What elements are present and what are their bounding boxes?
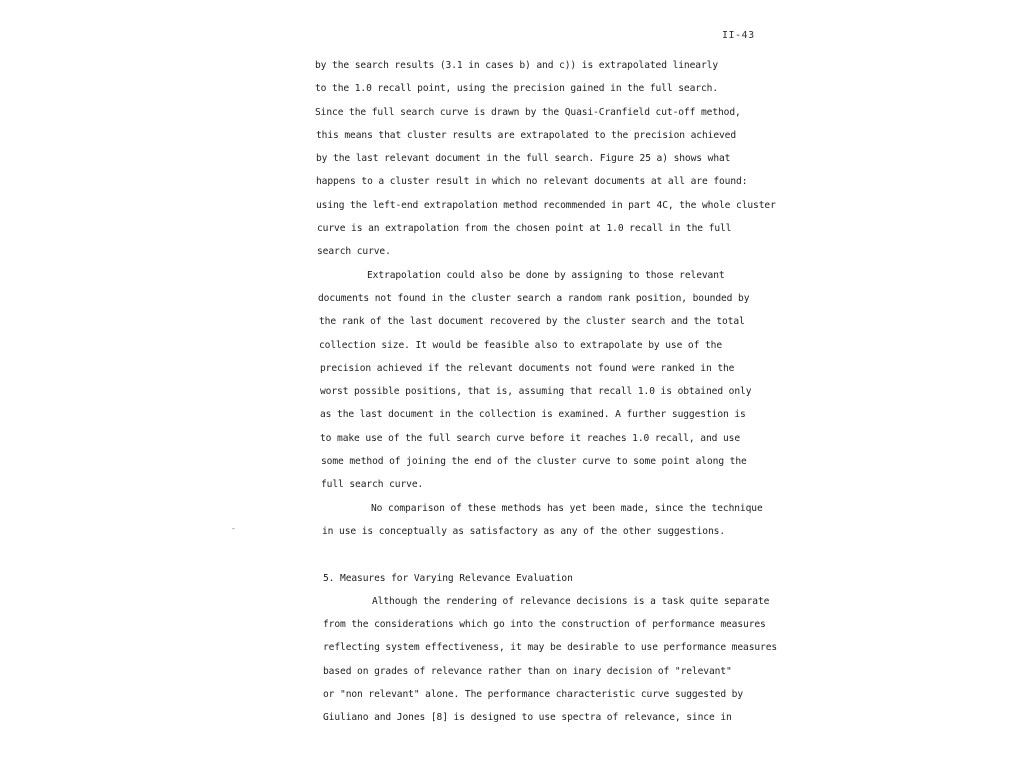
text-line: No comparison of these methods has yet been made, since the technique [371, 502, 763, 514]
text-line: this means that cluster results are extrapolated to the precision achieved [316, 129, 737, 141]
text-line: by the search results (3.1 in cases b) and c)) is extrapolated linearly [315, 60, 718, 71]
body-text [300, 54, 778, 730]
text-line: Giuliano and Jones [8] is designed to use spectra of relevance, since in [323, 712, 732, 724]
text-line: worst possible positions, that is, assuming that recall 1.0 is obtained only [320, 386, 752, 398]
text-line: some method of joining the end of the cluster curve to some point along the [321, 456, 747, 468]
text-line: full search curve. [321, 479, 424, 491]
text-line: documents not found in the cluster search a random rank position, bounded by [318, 292, 750, 304]
text-line: collection size. It would be feasible also to extrapolate by use of the [319, 339, 722, 351]
text-line: happens to a cluster result in which no relevant documents at all are found: [316, 176, 748, 188]
text-line: the rank of the last document recovered by the cluster search and the total [319, 316, 745, 328]
text-line: Extrapolation could also be done by assigning to those relevant [367, 269, 725, 281]
text-line: using the left-end extrapolation method recommended in part 4C, the whole cluster [316, 199, 776, 211]
text-line: based on grades of relevance rather than on inary decision of "relevant" [323, 665, 732, 677]
page-number: II-43 [722, 30, 755, 41]
section-heading: 5. Measures for Varying Relevance Evaluation [323, 572, 573, 584]
text-line: or "non relevant" alone. The performance characteristic curve suggested by [323, 689, 744, 701]
text-line: curve is an extrapolation from the chosen point at 1.0 recall in the full [317, 223, 732, 235]
text-line: precision achieved if the relevant documents not found were ranked in the [320, 362, 735, 374]
stray-mark: - [231, 524, 236, 533]
text-line: by the last relevant document in the full search. Figure 25 a) shows what [316, 153, 731, 165]
section-gap [300, 543, 770, 566]
text-line: to make use of the full search curve before it reaches 1.0 recall, and use [320, 432, 741, 444]
text-line: Since the full search curve is drawn by the Quasi-Cranfield cut-off method, [315, 106, 741, 118]
text-line: reflecting system effectiveness, it may be desirable to use performance measures [323, 642, 778, 654]
text-line: search curve. [317, 246, 391, 258]
text-line: from the considerations which go into the construction of performance measures [323, 619, 766, 631]
text-line: in use is conceptually as satisfactory as any of the other suggestions. [322, 525, 725, 537]
text-line: Although the rendering of relevance decisions is a task quite separate [372, 595, 770, 607]
text-line: as the last document in the collection is examined. A further suggestion is [320, 409, 746, 421]
text-line: to the 1.0 recall point, using the precision gained in the full search. [315, 83, 718, 95]
